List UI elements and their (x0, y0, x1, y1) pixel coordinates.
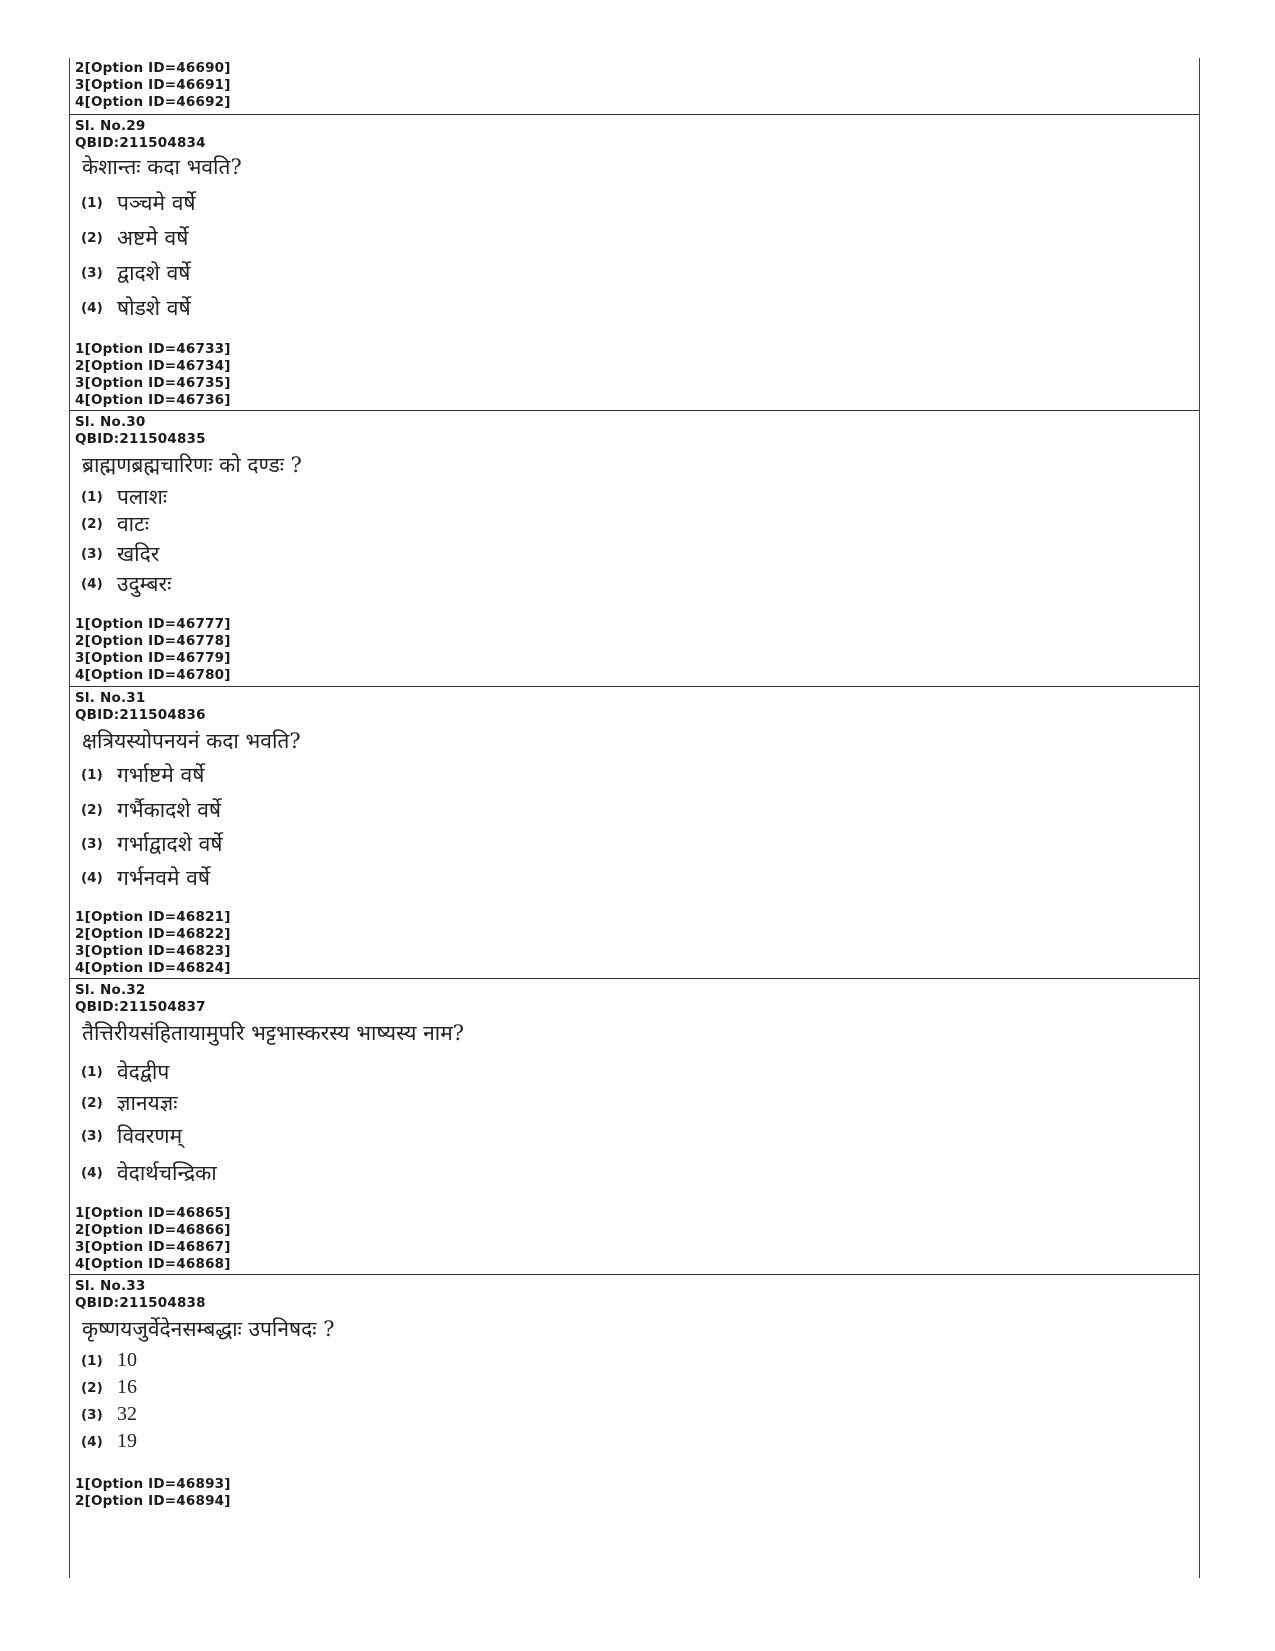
question-block-33 (70, 1274, 1199, 1578)
option-id: 2[Option ID=46822] (75, 926, 231, 942)
option-number: (4) (81, 576, 103, 592)
option-row (81, 1403, 137, 1426)
option-text: 16 (117, 1376, 137, 1398)
option-number: (2) (81, 1095, 103, 1111)
option-id: 3[Option ID=46779] (75, 650, 231, 666)
option-row (81, 830, 222, 858)
option-id: 3[Option ID=46823] (75, 943, 231, 959)
option-number: (2) (81, 516, 103, 532)
option-text: अष्टमे वर्षे (117, 226, 189, 250)
option-text: गर्भाद्वादशे वर्षे (117, 832, 223, 856)
option-row (81, 510, 149, 538)
serial-number: Sl. No.33 (75, 1278, 146, 1294)
option-text: द्वादशे वर्षे (117, 261, 191, 285)
option-row (81, 294, 191, 322)
option-row (81, 761, 204, 789)
option-row (81, 1159, 217, 1187)
option-text: 10 (117, 1349, 137, 1371)
option-number: (1) (81, 195, 103, 211)
option-number: (2) (81, 1379, 103, 1396)
option-text: गर्भैकादशे वर्षे (117, 798, 222, 822)
option-id: 3[Option ID=46735] (75, 375, 231, 391)
option-number: (4) (81, 870, 103, 886)
option-row (81, 189, 196, 217)
qbid: QBID:211504837 (75, 999, 206, 1015)
option-id: 2[Option ID=46690] (75, 60, 231, 76)
option-text: उदुम्बरः (117, 572, 172, 596)
option-number: (2) (81, 802, 103, 818)
option-number: (3) (81, 836, 103, 852)
serial-number: Sl. No.29 (75, 118, 146, 134)
question-text: केशान्तः कदा भवति? (82, 155, 242, 179)
option-row (81, 224, 188, 252)
qbid: QBID:211504834 (75, 135, 206, 151)
option-id: 1[Option ID=46821] (75, 909, 231, 925)
option-number: (1) (81, 1352, 103, 1369)
option-text: विवरणम् (117, 1124, 183, 1148)
option-id-list (70, 341, 231, 409)
option-id: 1[Option ID=46733] (75, 341, 231, 357)
option-text: ज्ञानयज्ञः (117, 1091, 178, 1115)
option-number: (3) (81, 546, 103, 562)
option-id: 4[Option ID=46868] (75, 1256, 231, 1272)
option-text: षोडशे वर्षे (117, 296, 191, 320)
question-text: ब्राह्मणब्रह्मचारिणः को दण्डः ? (82, 453, 302, 477)
option-number: (3) (81, 1406, 103, 1423)
option-id: 1[Option ID=46865] (75, 1205, 231, 1221)
option-number: (4) (81, 300, 103, 316)
option-text: 19 (117, 1430, 137, 1452)
option-number: (4) (81, 1433, 103, 1450)
qbid: QBID:211504838 (75, 1295, 206, 1311)
option-id-list (70, 616, 231, 684)
option-row (81, 1349, 137, 1372)
option-row (81, 483, 167, 511)
option-text: वेदद्वीप (117, 1060, 170, 1084)
option-row (81, 864, 210, 892)
qbid: QBID:211504835 (75, 431, 206, 447)
option-text: वेदार्थचन्द्रिका (117, 1161, 217, 1185)
serial-number: Sl. No.30 (75, 414, 146, 430)
option-number: (2) (81, 230, 103, 246)
option-number: (1) (81, 767, 103, 783)
option-number: (3) (81, 1128, 103, 1144)
option-row (81, 570, 171, 598)
page-frame (69, 58, 1200, 1578)
option-id: 2[Option ID=46894] (75, 1493, 231, 1509)
option-id: 1[Option ID=46777] (75, 616, 231, 632)
option-row (81, 1058, 169, 1086)
option-text: खदिर (117, 542, 160, 566)
option-id: 4[Option ID=46824] (75, 960, 231, 976)
previous-question-tail (70, 58, 1199, 114)
question-text: कृष्णयजुर्वेदेनसम्बद्धाः उपनिषदः ? (82, 1317, 335, 1341)
option-id: 2[Option ID=46778] (75, 633, 231, 649)
option-id: 1[Option ID=46893] (75, 1476, 231, 1492)
question-text: क्षत्रियस्योपनयनं कदा भवति? (82, 729, 301, 753)
option-row (81, 259, 190, 287)
option-id: 3[Option ID=46867] (75, 1239, 231, 1255)
option-row (81, 1376, 137, 1399)
serial-number: Sl. No.31 (75, 690, 146, 706)
option-id-list (70, 1476, 231, 1510)
option-id: 3[Option ID=46691] (75, 77, 231, 93)
option-number: (3) (81, 265, 103, 281)
option-row (81, 1122, 182, 1150)
option-id-list (70, 1205, 231, 1273)
option-row (81, 540, 159, 568)
option-id: 2[Option ID=46734] (75, 358, 231, 374)
serial-number: Sl. No.32 (75, 982, 146, 998)
option-text: 32 (117, 1403, 137, 1425)
option-id: 4[Option ID=46692] (75, 94, 231, 110)
question-block-31 (70, 686, 1199, 978)
option-row (81, 1430, 137, 1453)
option-row (81, 1089, 177, 1117)
option-id: 4[Option ID=46736] (75, 392, 231, 408)
option-number: (1) (81, 1064, 103, 1080)
option-id: 4[Option ID=46780] (75, 667, 231, 683)
question-block-30 (70, 410, 1199, 686)
question-block-32 (70, 978, 1199, 1274)
option-text: गर्भनवमे वर्षे (117, 866, 210, 890)
option-id-list (70, 60, 231, 111)
qbid: QBID:211504836 (75, 707, 206, 723)
option-text: पञ्चमे वर्षे (117, 191, 196, 215)
option-id: 2[Option ID=46866] (75, 1222, 231, 1238)
option-text: गर्भाष्टमे वर्षे (117, 763, 205, 787)
question-block-29 (70, 114, 1199, 410)
option-text: पलाशः (117, 485, 168, 509)
option-text: वाटः (117, 512, 149, 536)
option-id-list (70, 909, 231, 977)
option-number: (4) (81, 1165, 103, 1181)
option-row (81, 796, 221, 824)
option-number: (1) (81, 489, 103, 505)
question-text: तैत्तिरीयसंहितायामुपरि भट्टभास्करस्य भाष्यस्य नाम? (82, 1021, 465, 1045)
